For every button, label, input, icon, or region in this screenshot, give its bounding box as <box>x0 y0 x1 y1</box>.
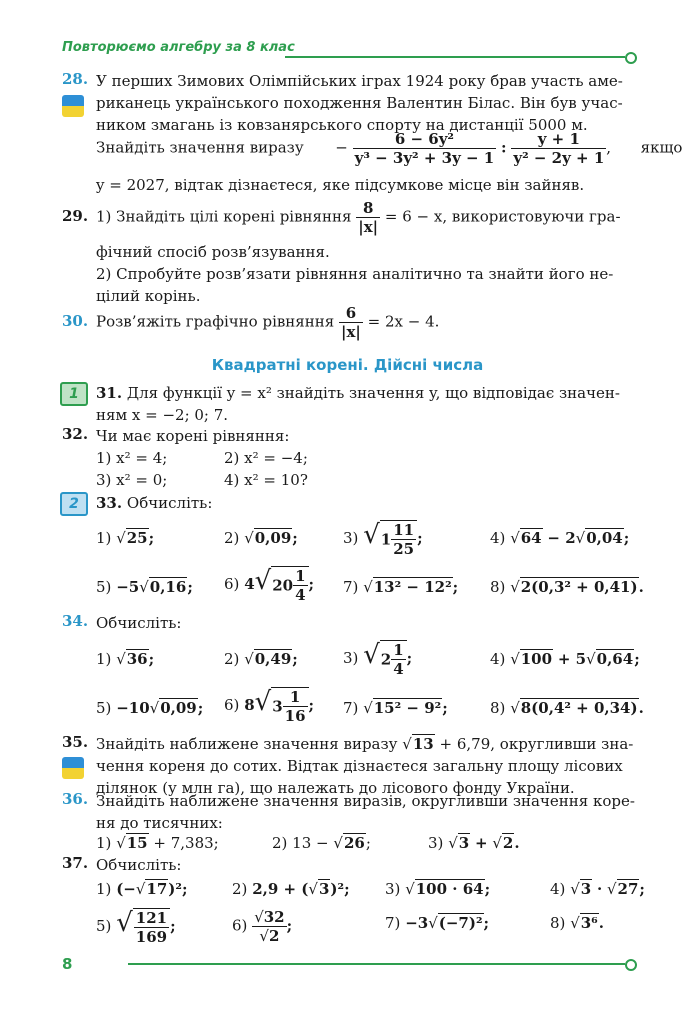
header-title: Повторюємо алгебру за 8 клас <box>62 40 295 55</box>
ukraine-flag-icon <box>62 95 84 117</box>
radicand: 36 <box>126 650 148 668</box>
radicand: 0,49 <box>254 650 292 668</box>
whole-part: 3 <box>272 697 283 716</box>
task-32-number: 32. <box>62 425 89 443</box>
item-label: 2) <box>224 529 240 547</box>
fraction-denominator: 25 <box>393 540 415 558</box>
radicand: 100 · 64 <box>415 880 484 898</box>
level-2-badge: 2 <box>60 492 88 516</box>
task-37-item-1 <box>96 878 188 900</box>
footer-rule-end-circle <box>625 959 637 971</box>
sqrt-expression: √3 <box>308 880 330 898</box>
sqrt-expression: √0,09 <box>149 699 197 717</box>
sqrt-expression: √100 · 64 <box>405 880 484 898</box>
item-rest: + 7,383; <box>153 834 219 852</box>
task-34-item-5 <box>96 697 203 719</box>
whole-part: 20 <box>272 576 294 595</box>
radicand: 0,09 <box>160 699 197 717</box>
item-label: 6) <box>224 575 240 593</box>
item-label: 5) <box>96 578 112 596</box>
fraction-denominator: |x| <box>358 218 379 236</box>
task-36-item-2 <box>272 832 371 854</box>
task-28-line-1: У перших Зимових Олімпійських іграх 1924 року брав участь аме- <box>96 72 623 90</box>
fraction-denominator: y³ − 3y² + 3y − 1 <box>354 149 495 167</box>
radicand: 0,04 <box>586 529 623 547</box>
radicand: 27 <box>617 880 639 898</box>
item-separator: ; <box>292 529 298 547</box>
sqrt-expression: √100 <box>510 650 553 668</box>
task-37-item-8 <box>550 912 604 934</box>
fraction-denominator: y² − 2y + 1 <box>513 149 605 167</box>
sqrt-expression: √15² − 9² <box>363 699 442 717</box>
fraction-denominator: 4 <box>295 586 306 604</box>
task-34-item-2 <box>224 648 298 670</box>
radicand: 0,16 <box>149 578 187 596</box>
task-30-text <box>96 304 439 341</box>
task-33-item-8 <box>490 576 644 598</box>
sqrt-expression: √3 $\frac{1}{16}$ <box>255 696 309 714</box>
operator: + <box>474 834 488 852</box>
radicand: 25 <box>126 529 148 547</box>
task-34-item-8 <box>490 697 644 719</box>
item-label: 2) <box>224 650 240 668</box>
coefficient: −10 <box>116 699 150 717</box>
radicand: (−7)² <box>438 914 483 932</box>
task-35-line-3: ділянок (у млн га), що належать до лісового фонду України. <box>96 779 575 797</box>
sqrt-expression: √17 <box>135 880 168 898</box>
fraction-numerator: 8 <box>356 199 380 218</box>
task-35-line-1 <box>96 733 640 755</box>
page-number: 8 <box>62 955 73 973</box>
task-33-item-1 <box>96 527 154 549</box>
task-28-fraction-1 <box>353 130 497 167</box>
item-separator: ; <box>406 649 413 667</box>
item-separator: ; <box>197 699 204 717</box>
task-31-text <box>96 382 640 426</box>
whole-part: 2 <box>380 650 392 669</box>
radicand: 3⁶ <box>580 914 598 932</box>
fraction-denominator: 169 <box>135 928 168 946</box>
task-34-item-1 <box>96 648 154 670</box>
task-32-item-1: 1) x² = 4; <box>96 449 168 467</box>
item-separator: ; <box>308 696 315 714</box>
sqrt-expression: √0,64 <box>586 650 634 668</box>
task-35-line-1-a: Знайдіть наближене значення виразу <box>96 735 398 753</box>
item-label: 7) <box>343 699 359 717</box>
task-30-text-b: = 2x − 4. <box>367 312 440 331</box>
radicand: 100 <box>520 650 553 668</box>
task-36-line-2: ня до тисячних: <box>96 814 223 832</box>
radicand: 13² − 12² <box>373 578 452 596</box>
item-label: 4) <box>490 529 506 547</box>
open-paren: (− <box>116 880 136 898</box>
item-label: 4) <box>550 880 566 898</box>
item-label: 5) <box>96 917 112 935</box>
task-37-item-2 <box>232 878 350 900</box>
item-label: 3) <box>343 649 359 667</box>
item-label: 3) <box>343 529 359 547</box>
task-28-minus: − <box>335 138 348 157</box>
task-33-title <box>96 492 212 514</box>
task-34-item-7 <box>343 697 448 719</box>
item-separator: ; <box>148 529 155 547</box>
coefficient: 8 <box>244 696 255 714</box>
radicand: 2(0,3² + 0,41) <box>520 578 638 596</box>
fraction-numerator: 6 <box>339 304 363 323</box>
radicand: 3 <box>318 880 330 898</box>
sqrt-expression: √0,49 <box>244 650 292 668</box>
task-37-number: 37. <box>62 854 89 872</box>
footer-rule <box>128 963 625 965</box>
task-29-line-1 <box>96 199 621 236</box>
item-separator: ; <box>187 578 193 596</box>
task-37-item-6 <box>232 908 292 945</box>
task-29-line-2: фічний спосіб розв’язування. <box>96 243 330 261</box>
task-33-item-6 <box>224 566 314 604</box>
operator: · <box>596 880 603 898</box>
sqrt-expression: √15 <box>116 834 148 852</box>
fraction-numerator: 121 <box>135 909 168 927</box>
item-label: 1) <box>96 529 112 547</box>
task-31-line-1 <box>96 382 640 404</box>
task-33-item-7 <box>343 576 458 598</box>
task-33-item-2 <box>224 527 298 549</box>
sqrt-expression: √26 <box>333 834 365 852</box>
fraction-numerator: 1 <box>283 688 308 707</box>
item-separator: ; <box>286 916 293 935</box>
item-separator: . <box>638 699 644 717</box>
item-separator: ; <box>639 880 645 898</box>
radicand: 32 <box>263 908 285 926</box>
item-separator: ; <box>292 650 298 668</box>
item-label: 4) <box>490 650 506 668</box>
task-33-item-5 <box>96 576 193 598</box>
sqrt-expression: √27 <box>606 880 639 898</box>
item-label: 3) <box>428 834 444 852</box>
ukraine-flag-icon <box>62 757 84 779</box>
task-33-title-text: Обчисліть: <box>126 494 213 512</box>
radicand: 2 <box>268 927 280 945</box>
task-28-line-3: ником змагань із ковзанярського спорту на дистанції 5000 м. <box>96 116 588 134</box>
task-31-number: 31. <box>96 384 123 402</box>
close-power: )²; <box>330 880 350 898</box>
sqrt-expression: √13² − 12² <box>363 578 452 596</box>
sqrt-expression: √8(0,4² + 0,34) <box>510 699 638 717</box>
item-separator: ; <box>148 650 155 668</box>
level-1-badge: 1 <box>60 382 88 406</box>
sqrt-expression: √25 <box>116 529 148 547</box>
sqrt-expression: √64 <box>510 529 542 547</box>
radicand: 64 <box>520 529 542 547</box>
item-separator: ; <box>484 880 491 898</box>
fraction-denominator: 4 <box>393 660 404 678</box>
whole-part: 1 <box>380 530 392 549</box>
task-30-number: 30. <box>62 312 89 330</box>
task-37-item-5 <box>96 908 176 946</box>
operator: − 2 <box>547 529 576 547</box>
item-label: 7) <box>343 578 359 596</box>
task-34-number: 34. <box>62 612 89 630</box>
task-36-number: 36. <box>62 790 89 808</box>
task-28-comma: , <box>606 138 612 157</box>
sqrt-expression: √2(0,3² + 0,41) <box>510 578 638 596</box>
fraction-numerator: 6 − 6y² <box>353 130 497 149</box>
task-29-fraction <box>356 199 380 236</box>
item-separator: ; <box>170 917 176 935</box>
item-label: 7) <box>385 914 401 932</box>
item-label: 1) <box>96 880 112 898</box>
task-37-item-4 <box>550 878 645 900</box>
radicand: 0,09 <box>254 529 292 547</box>
item-label: 8) <box>550 914 566 932</box>
header-rule-end-circle <box>625 52 637 64</box>
task-37-item-7 <box>385 912 489 934</box>
operator: + 5 <box>557 650 587 668</box>
task-36-item-1 <box>96 832 219 854</box>
task-34-item-6 <box>224 687 314 725</box>
task-33-number: 33. <box>96 494 123 512</box>
task-30-text-a: Розв’яжіть графічно рівняння <box>96 312 335 331</box>
task-29-text-a: 1) Знайдіть цілі корені рівняння <box>96 207 352 226</box>
item-label: 6) <box>232 916 248 935</box>
task-32-item-2: 2) x² = −4; <box>224 449 308 467</box>
item-separator: ; <box>634 650 640 668</box>
item-separator: ; <box>308 575 315 593</box>
radicand: 15 <box>126 834 148 852</box>
sqrt-expression: √3 <box>448 834 470 852</box>
item-label: 2) 13 − <box>272 834 329 852</box>
task-34-item-3 <box>343 640 412 678</box>
task-31-line-1-text: Для функції y = x² знайдіть значення y, що відповідає значен- <box>126 384 620 402</box>
task-32-item-4: 4) x² = 10? <box>224 471 308 489</box>
prefix: 2,9 + ( <box>252 880 309 898</box>
sqrt-expression: √2 <box>492 834 514 852</box>
item-label: 3) <box>385 880 401 898</box>
sqrt-expression: √0,16 <box>139 578 187 596</box>
sqrt-expression: √2 $\frac{1}{4}$ <box>363 649 406 667</box>
item-label: 8) <box>490 699 506 717</box>
task-28-line-5: y = 2027, відтак дізнаєтеся, яке підсумкове місце він зайняв. <box>96 176 585 194</box>
sqrt-fraction <box>252 908 286 945</box>
task-36-item-3 <box>428 832 520 854</box>
task-28-fraction-2 <box>511 130 606 167</box>
task-28-label: Знайдіть значення виразу <box>96 138 304 157</box>
item-separator: . <box>514 834 520 852</box>
fraction-denominator: |x| <box>341 323 361 341</box>
fraction-denominator: √2 <box>259 927 280 945</box>
task-34-title: Обчисліть: <box>96 614 182 632</box>
sqrt-expression: √ $\frac{121}{169}$ <box>116 917 170 935</box>
fraction-denominator: 16 <box>284 707 306 725</box>
item-separator: . <box>638 578 644 596</box>
task-34-item-4 <box>490 648 640 670</box>
task-35-line-1-b: + 6,79, округливши зна- <box>439 735 634 753</box>
header-rule <box>285 56 625 58</box>
sqrt-expression: √0,09 <box>244 529 292 547</box>
fraction-numerator: y + 1 <box>511 130 606 149</box>
radicand: 3 <box>580 880 592 898</box>
task-28-colon: : <box>501 138 507 157</box>
task-37-item-3 <box>385 878 490 900</box>
task-28-if: якщо <box>640 138 683 157</box>
item-label: 1) <box>96 834 112 852</box>
radicand: 3 <box>458 834 470 852</box>
item-label: 5) <box>96 699 112 717</box>
fraction-numerator: √32 <box>254 908 285 926</box>
coefficient: −5 <box>116 578 140 596</box>
task-28-number: 28. <box>62 70 89 88</box>
task-33-item-3 <box>343 520 423 558</box>
task-35-line-2: чення кореня до сотих. Відтак дізнаєтеся загальну площу лісових <box>96 757 623 775</box>
item-separator: ; <box>483 914 490 932</box>
sqrt-expression: √1 $\frac{11}{25}$ <box>363 529 417 547</box>
task-28-expression <box>96 130 682 167</box>
close-power: )²; <box>168 880 188 898</box>
radicand: 8(0,4² + 0,34) <box>520 699 638 717</box>
section-title: Квадратні корені. Дійсні числа <box>211 356 484 374</box>
radicand: 15² − 9² <box>373 699 442 717</box>
sqrt-expression: √3⁶ <box>570 914 598 932</box>
task-36-text <box>96 790 640 834</box>
item-label: 8) <box>490 578 506 596</box>
item-separator: ; <box>442 699 448 717</box>
sqrt-expression: √20 $\frac{1}{4}$ <box>255 575 309 593</box>
coefficient: 4 <box>244 575 255 593</box>
fraction-numerator: 11 <box>393 521 415 539</box>
sqrt-expression: √(−7)² <box>428 914 483 932</box>
task-29-text-b: = 6 − x, використовуючи гра- <box>384 207 621 226</box>
item-separator: ; <box>452 578 459 596</box>
radicand: 26 <box>343 834 365 852</box>
task-32-item-3: 3) x² = 0; <box>96 471 168 489</box>
task-28-text <box>96 70 640 136</box>
item-separator: ; <box>417 529 423 547</box>
sqrt-expression: √0,04 <box>575 529 623 547</box>
radicand: 17 <box>146 880 168 898</box>
coefficient: −3 <box>405 914 429 932</box>
task-31-line-2: ням x = −2; 0; 7. <box>96 406 229 424</box>
task-29-text <box>96 241 640 307</box>
sqrt-expression: √13 <box>402 735 434 753</box>
task-30-fraction <box>339 304 363 341</box>
task-36-line-1: Знайдіть наближене значення виразів, округливши значення коре- <box>96 792 635 810</box>
radicand: 0,64 <box>596 650 634 668</box>
item-label: 2) <box>232 880 248 898</box>
fraction-numerator: 1 <box>295 567 306 585</box>
task-29-line-4: цілий корінь. <box>96 287 201 305</box>
sqrt-expression: √36 <box>116 650 148 668</box>
task-29-number: 29. <box>62 207 89 225</box>
task-33-item-4 <box>490 527 629 549</box>
item-label: 1) <box>96 650 112 668</box>
task-35-number: 35. <box>62 733 89 751</box>
item-label: 6) <box>224 696 240 714</box>
fraction-numerator: 1 <box>393 641 404 659</box>
task-29-line-3: 2) Спробуйте розв’язати рівняння аналітично та знайти його не- <box>96 265 614 283</box>
item-separator: ; <box>365 834 371 852</box>
item-separator: ; <box>623 529 630 547</box>
task-28-line-2: риканець українського походження Валентин Білас. Він був учас- <box>96 94 623 112</box>
radicand: 13 <box>412 735 434 753</box>
item-separator: . <box>598 914 604 932</box>
sqrt-expression: √3 <box>570 880 592 898</box>
task-37-title: Обчисліть: <box>96 856 182 874</box>
task-32-title: Чи має корені рівняння: <box>96 427 290 445</box>
radicand: 2 <box>502 834 514 852</box>
